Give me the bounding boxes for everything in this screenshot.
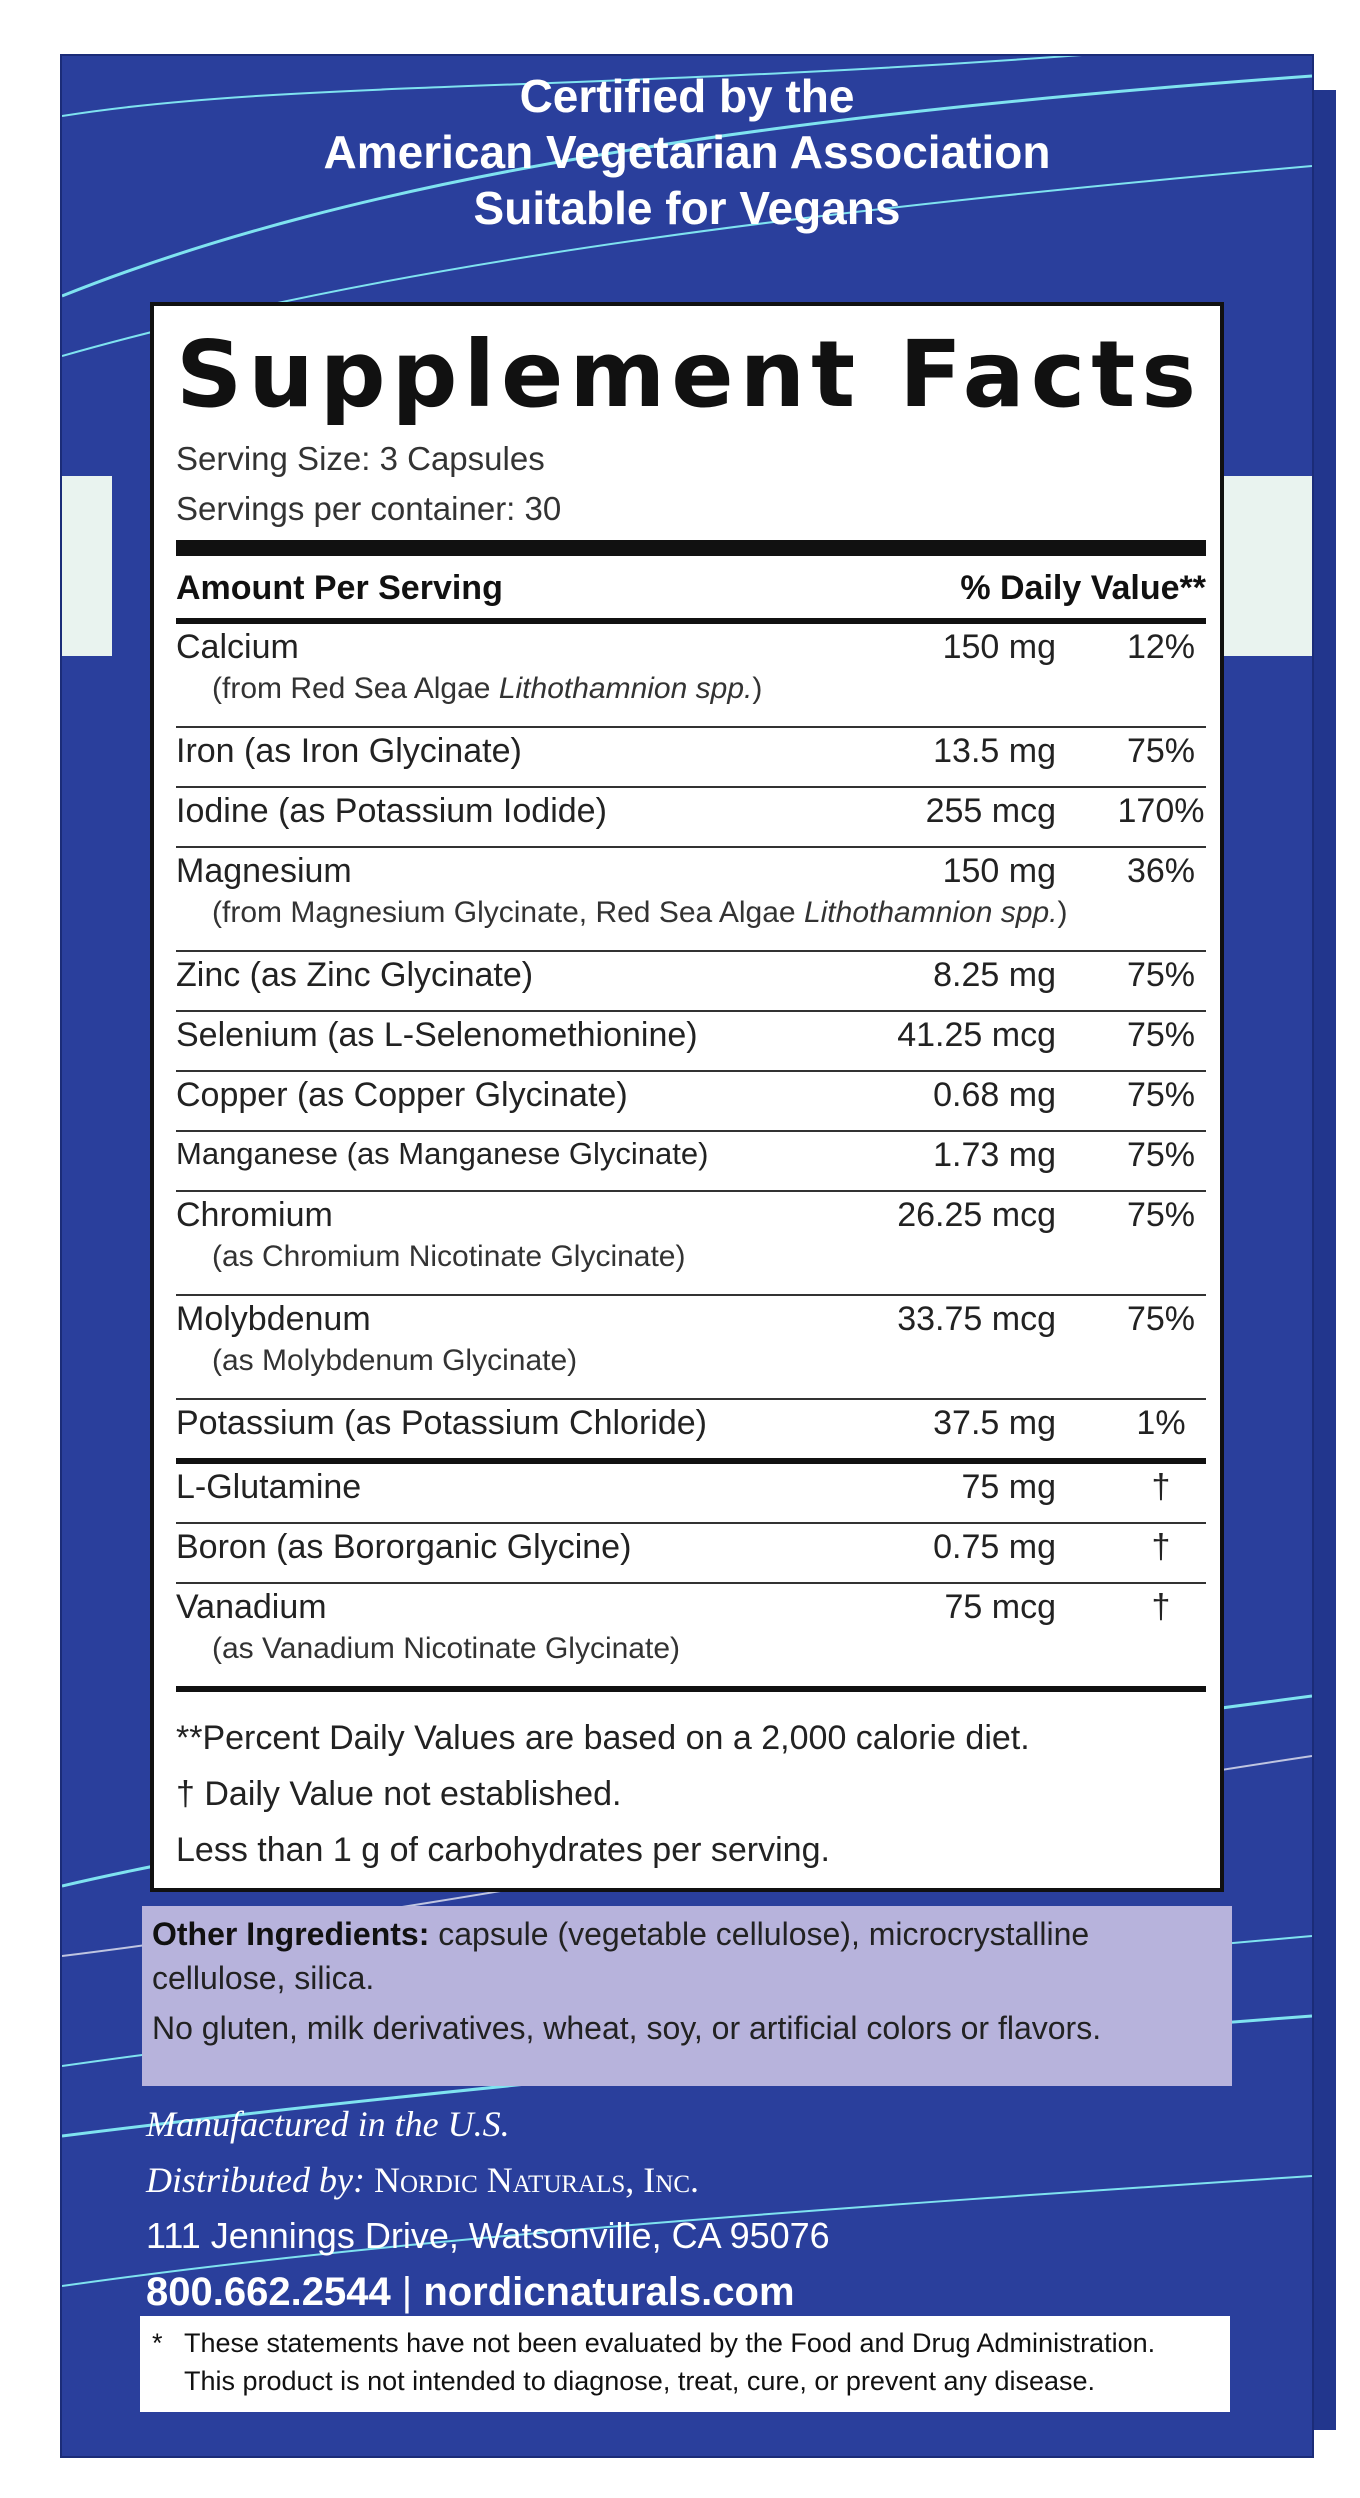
cert-line-2: American Vegetarian Association (323, 126, 1051, 178)
nutrient-name: Boron (as Bororganic Glycine) (176, 1528, 632, 1566)
nutrient-dv: 75% (1126, 1300, 1196, 1338)
other-ingredients-text: capsule (vegetable cellulose), microcrystalline cellulose, silica. (152, 1916, 1090, 1996)
cert-line-1: Certified by the (519, 70, 855, 122)
nutrient-row-manganese (176, 1132, 1206, 1192)
nutrient-name: Copper (as Copper Glycinate) (176, 1076, 628, 1114)
phone-number: 800.662.2544 (146, 2270, 391, 2314)
servings-per-container: Servings per container: 30 (176, 490, 562, 527)
nutrient-amount: 150 mg (942, 628, 1056, 666)
nutrient-dv: 75% (1126, 1016, 1196, 1054)
facts-footnotes (176, 1692, 1206, 1878)
fda-disclaimer (140, 2316, 1230, 2412)
nutrient-row-selenium (176, 1012, 1206, 1072)
nutrient-dv: † (1151, 1468, 1171, 1506)
nutrient-name: L-Glutamine (176, 1468, 362, 1506)
nutrient-row-chromium (176, 1192, 1206, 1296)
nutrient-row-vanadium (176, 1584, 1206, 1692)
footnote-carbohydrates: Less than 1 g of carbohydrates per serving. (176, 1831, 830, 1869)
disclaimer-line-2: This product is not intended to diagnose, treat, cure, or prevent any disease. (184, 2366, 1096, 2396)
nutrient-row-molybdenum (176, 1296, 1206, 1400)
nutrient-amount: 41.25 mcg (897, 1016, 1056, 1054)
nutrient-row-potassium (176, 1400, 1206, 1464)
mint-strip (62, 476, 112, 656)
nutrient-amount: 150 mg (942, 852, 1056, 890)
source-species: Lithothamnion spp. (498, 672, 753, 705)
disclaimer-asterisk: * (152, 2328, 163, 2358)
nutrient-row-l-glutamine (176, 1464, 1206, 1524)
nutrient-dv: 75% (1126, 1136, 1196, 1174)
nutrient-name: Manganese (as Manganese Glycinate) (176, 1136, 709, 1171)
nutrient-row-iodine (176, 788, 1206, 848)
nutrient-amount: 37.5 mg (933, 1404, 1056, 1442)
allergen-statement: No gluten, milk derivatives, wheat, soy, or artificial colors or flavors. (152, 2010, 1102, 2046)
nutrient-dv: 36% (1126, 852, 1196, 890)
nutrient-dv: 75% (1126, 1196, 1196, 1234)
nutrient-amount: 33.75 mcg (897, 1300, 1056, 1338)
company-name: Nordic Naturals, Inc. (373, 2160, 699, 2200)
nutrient-source (212, 896, 1067, 930)
nutrient-row-iron (176, 728, 1206, 788)
serving-size: Serving Size: 3 Capsules (176, 440, 545, 477)
nutrient-row-boron (176, 1524, 1206, 1584)
source-text: (from Red Sea Algae (212, 672, 499, 705)
nutrient-amount: 1.73 mg (933, 1136, 1056, 1174)
nutrient-row-calcium (176, 624, 1206, 728)
nutrient-row-copper (176, 1072, 1206, 1132)
nutrient-name: Iron (as Iron Glycinate) (176, 732, 522, 770)
facts-header (176, 556, 1206, 624)
other-ingredients-panel (142, 1906, 1232, 2086)
nutrient-name: Vanadium (176, 1588, 327, 1626)
nutrient-dv: 12% (1126, 628, 1196, 666)
nutrient-name: Iodine (as Potassium Iodide) (176, 792, 607, 830)
nutrient-name: Magnesium (176, 852, 352, 890)
cert-line-3: Suitable for Vegans (473, 182, 901, 234)
facts-title: Supplement Facts (176, 321, 1202, 428)
nutrient-name: Zinc (as Zinc Glycinate) (176, 956, 534, 994)
nutrient-name: Calcium (176, 628, 299, 666)
nutrient-amount: 13.5 mg (933, 732, 1056, 770)
nutrient-amount: 75 mg (961, 1468, 1056, 1506)
nutrient-source: (as Molybdenum Glycinate) (212, 1344, 578, 1377)
nutrient-dv: 170% (1117, 792, 1205, 830)
address: 111 Jennings Drive, Watsonville, CA 95076 (146, 2215, 830, 2256)
nutrient-row-magnesium (176, 848, 1206, 952)
nutrient-source: (as Vanadium Nicotinate Glycinate) (212, 1632, 680, 1665)
nutrient-amount: 8.25 mg (933, 956, 1056, 994)
box-side-panel (1312, 90, 1336, 2430)
nutrient-dv: † (1151, 1588, 1171, 1626)
source-close: ) (752, 672, 763, 705)
nutrient-amount: 26.25 mcg (897, 1196, 1056, 1234)
contact-separator: | (390, 2270, 424, 2314)
contact-line (146, 2264, 830, 2320)
distributed-label: Distributed by: (146, 2160, 374, 2200)
other-ingredients (152, 1912, 1222, 2000)
made-in-text: Manufactured in the U.S. (146, 2104, 510, 2144)
nutrient-amount: 0.68 mg (933, 1076, 1056, 1114)
nutrient-dv: 75% (1126, 956, 1196, 994)
nutrient-dv: 75% (1126, 732, 1196, 770)
nutrient-name: Molybdenum (176, 1300, 371, 1338)
nutrient-name: Potassium (as Potassium Chloride) (176, 1404, 707, 1442)
distributed-by (146, 2152, 830, 2208)
source-text: (from Magnesium Glycinate, Red Sea Algae (212, 896, 804, 929)
nutrient-source (212, 672, 762, 706)
nutrient-source: (as Chromium Nicotinate Glycinate) (212, 1240, 686, 1273)
nutrient-amount: 0.75 mg (933, 1528, 1056, 1566)
nutrient-amount: 255 mcg (925, 792, 1056, 830)
footnote-not-established: † Daily Value not established. (176, 1775, 622, 1813)
nutrient-dv: † (1151, 1528, 1171, 1566)
nutrient-dv: 1% (1136, 1404, 1186, 1442)
nutrient-dv: 75% (1126, 1076, 1196, 1114)
other-ingredients-label: Other Ingredients: (152, 1916, 430, 1952)
product-box-panel (62, 56, 1312, 2456)
source-close: ) (1057, 896, 1068, 929)
header-amount: Amount Per Serving (176, 569, 503, 607)
header-daily-value: % Daily Value** (960, 569, 1206, 607)
disclaimer-line-1: These statements have not been evaluated by the Food and Drug Administration. (184, 2328, 1156, 2358)
footnote-daily-values: **Percent Daily Values are based on a 2,000 calorie diet. (176, 1719, 1030, 1757)
source-species: Lithothamnion spp. (803, 896, 1058, 929)
nutrient-row-zinc (176, 952, 1206, 1012)
supplement-facts-panel (150, 302, 1224, 1892)
nutrient-name: Chromium (176, 1196, 333, 1234)
manufacturer-info (146, 2096, 830, 2320)
website: nordicnaturals.com (423, 2270, 795, 2314)
nutrient-name: Selenium (as L-Selenomethionine) (176, 1016, 698, 1054)
nutrient-amount: 75 mcg (944, 1588, 1056, 1626)
thick-divider (176, 540, 1206, 556)
made-in (146, 2096, 830, 2152)
